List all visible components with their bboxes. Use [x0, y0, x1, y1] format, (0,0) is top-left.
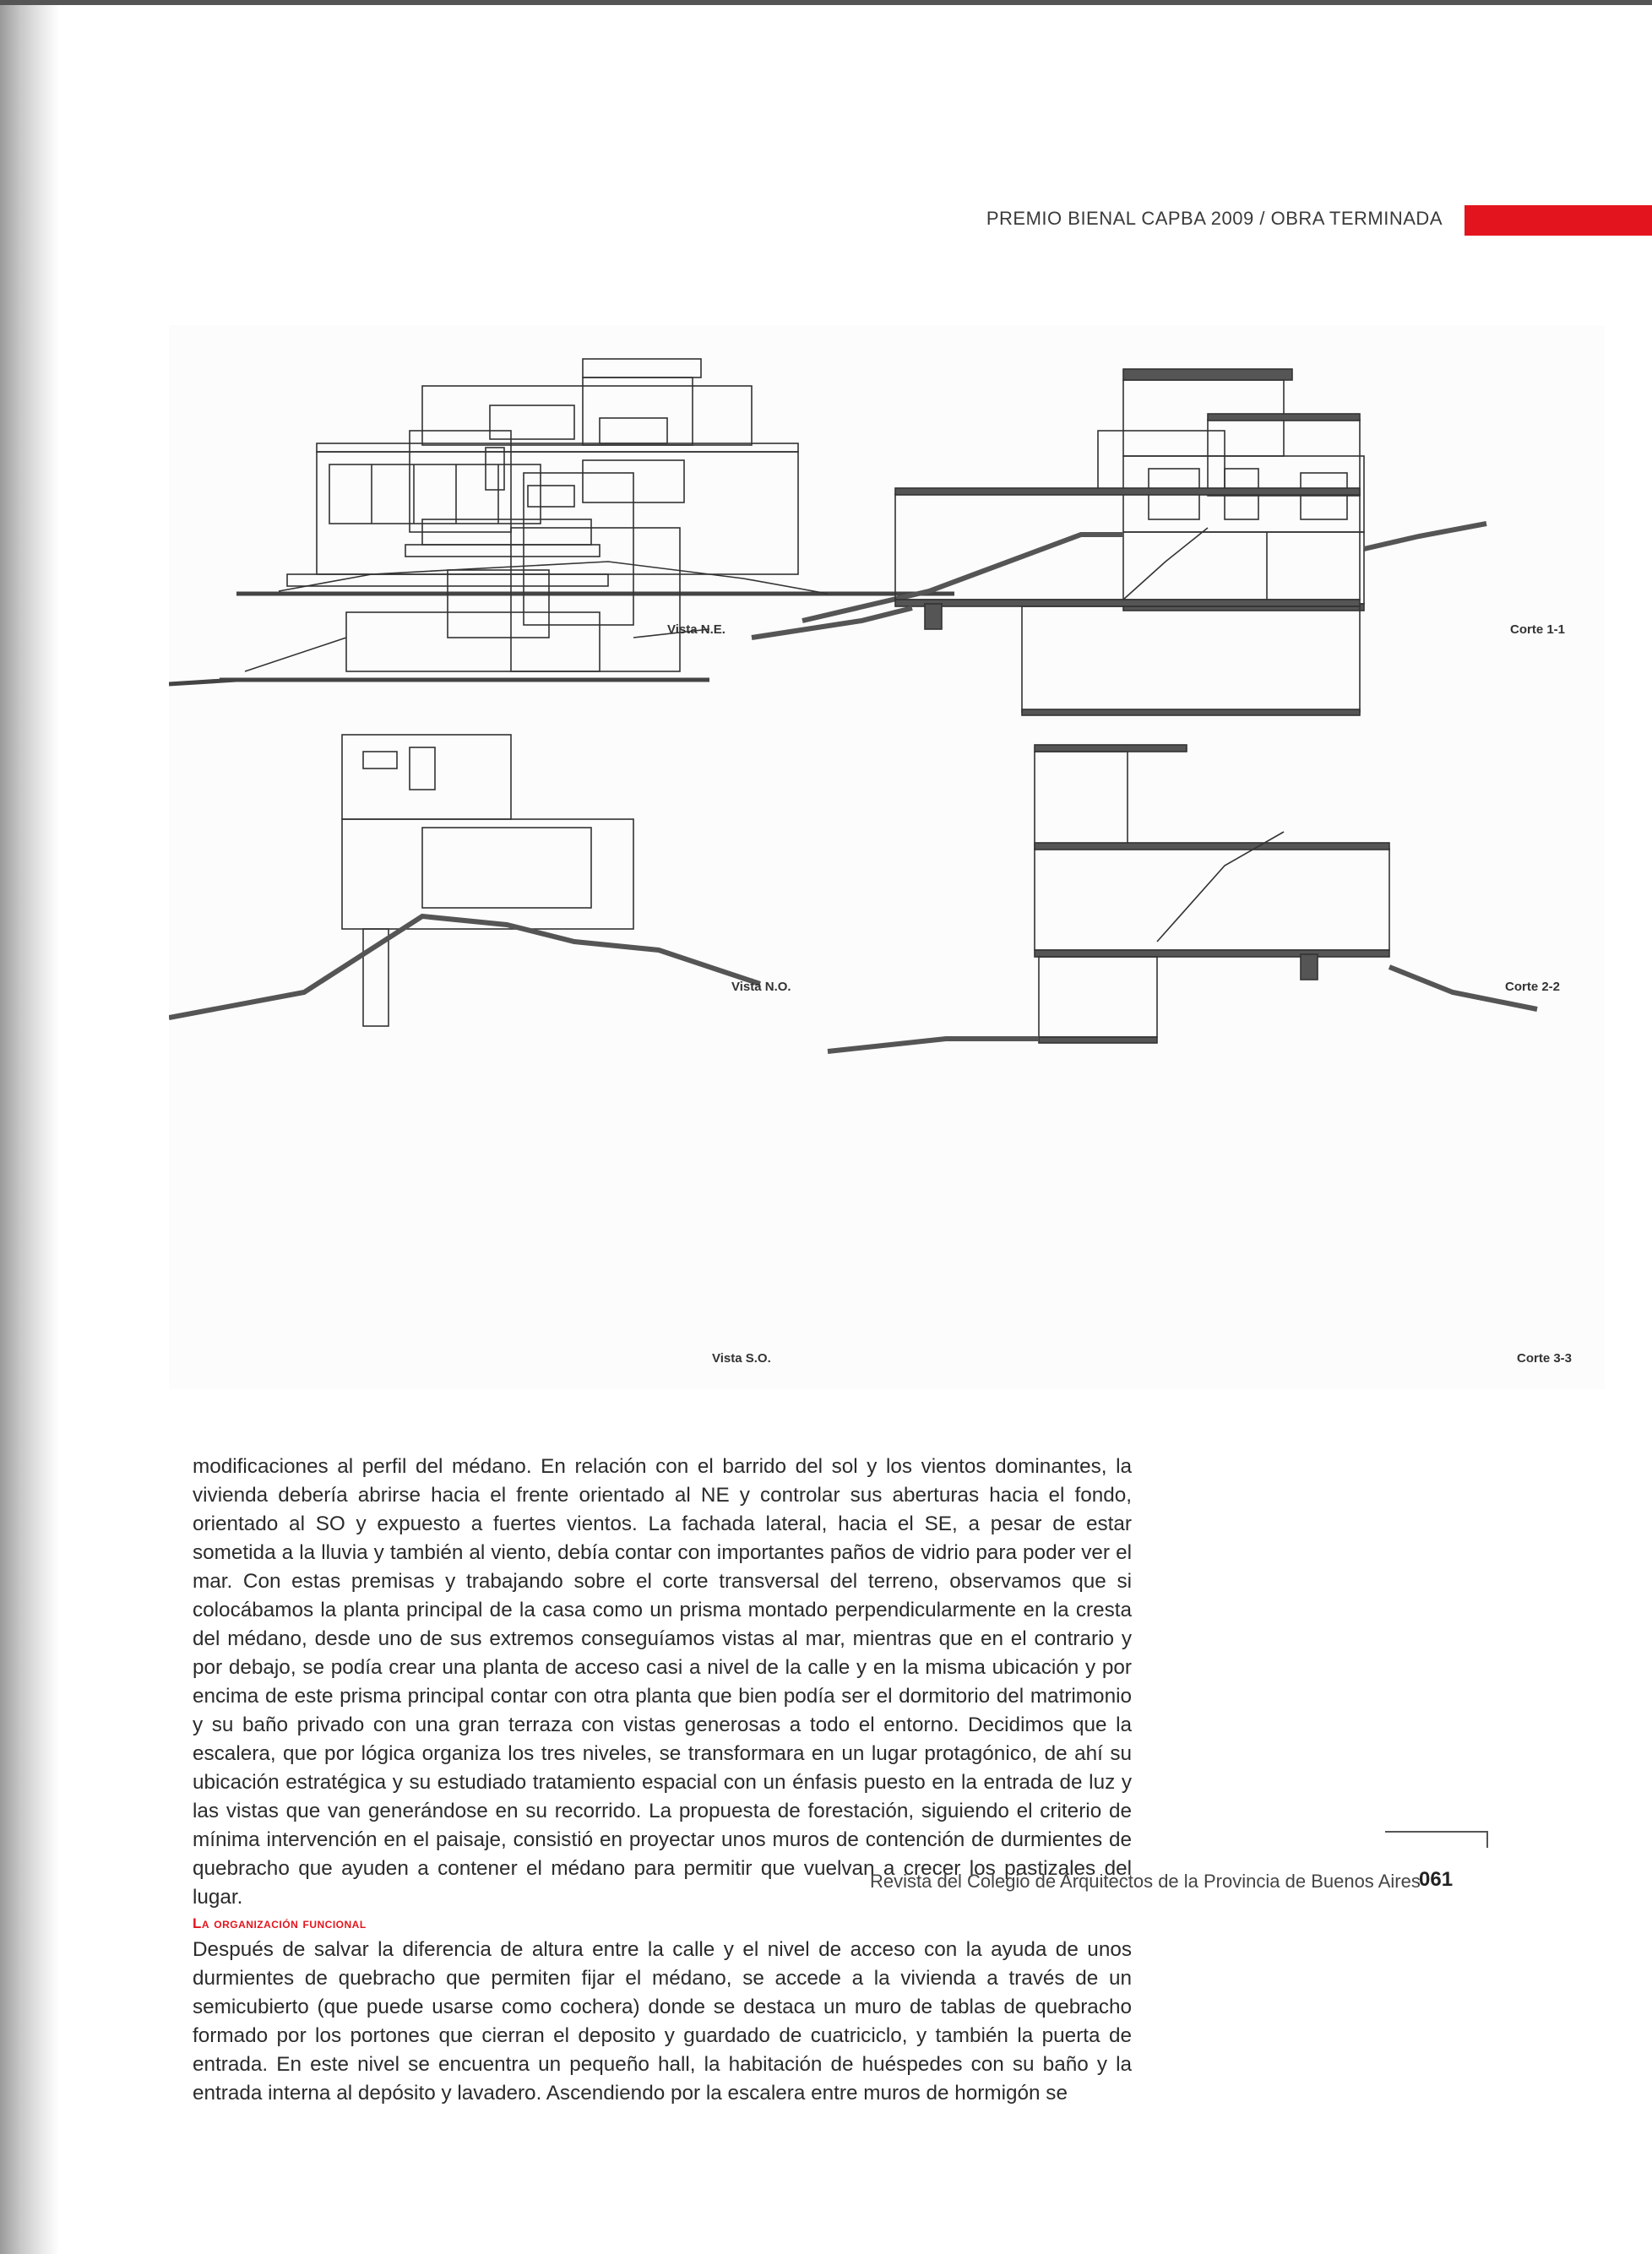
footer-journal: Revista del Colegio de Arquitectos de la Provincia de Buenos Aires — [870, 1871, 1421, 1892]
caption-vista-ne: Vista N.E. — [667, 622, 725, 637]
caption-corte-1-1: Corte 1-1 — [1510, 622, 1566, 637]
architectural-drawings — [169, 325, 1605, 1389]
section-subheading: La organización funcional — [193, 1915, 367, 1931]
vista-ne-drawing — [236, 359, 954, 594]
vista-so-drawing — [169, 735, 760, 1026]
corte-2-2-drawing — [752, 414, 1360, 715]
footer-rule — [1385, 1831, 1488, 1833]
running-header: PREMIO BIENAL CAPBA 2009 / OBRA TERMINADA — [986, 208, 1443, 229]
article-body — [193, 1453, 1132, 2108]
vista-no-drawing — [169, 431, 709, 684]
drawings-panel — [169, 325, 1605, 1389]
red-accent-tab — [1465, 205, 1652, 236]
caption-vista-so: Vista S.O. — [712, 1351, 771, 1366]
paragraph-2: Después de salvar la diferencia de altura entre la calle y el nivel de acceso con la ayuda de unos durmientes de quebracho que permiten fijar el médano, se accede a la vivienda a través de un semicubierto (que puede usarse como cochera) donde se destaca un muro de tablas de quebracho formado por los portones que cierran el deposito y guardado de cuatriciclo, y también la puerta de entrada. En este nivel se encuentra un pequeño hall, la habitación de huéspedes con su baño y la entrada interna al depósito y lavadero. Ascendiendo por la escalera entre muros de hormigón se — [193, 1938, 1132, 2105]
top-rule — [0, 0, 1652, 5]
page-number: 061 — [1419, 1868, 1454, 1891]
corte-3-3-drawing — [828, 745, 1537, 1051]
footer-tick — [1486, 1831, 1488, 1848]
page-gutter-shadow — [0, 0, 59, 2254]
paragraph-1: modificaciones al perfil del médano. En relación con el barrido del sol y los vientos dominantes, la vivienda debería abrirse hacia el frente orientado al NE y controlar sus aberturas hacia el fondo, orientado al SO y expuesto a fuertes vientos. La fachada lateral, hacia el SE, a pesar de estar sometida a la lluvia y también al viento, debía contar con importantes paños de vidrio para poder ver el mar. Con estas premisas y trabajando sobre el corte transversal del terreno, observamos que si colocábamos la planta principal de la casa como un prisma montado perpendicularmente en la cresta del médano, desde uno de sus extremos conseguíamos vistas al mar, mientras que en el contrario y por debajo, se podía crear una planta de acceso casi a nivel de la calle y en la misma ubicación y por encima de este prisma principal contar con otra planta que bien podía ser el dormitorio del matrimonio y su baño privado con una gran terraza con vistas generosas a todo el entorno. Decidimos que la escalera, que por lógica organiza los tres niveles, se transformara en un lugar protagónico, de ahí su ubicación estratégica y su estudiado tratamiento espacial con un énfasis puesto en la entrada de luz y las vistas que van generándose en su recorrido. La propuesta de forestación, siguiendo el criterio de mínima intervención en el paisaje, consistió en proyectar unos muros de contención de durmientes de quebracho que ayuden a contener el médano para permitir que vuelvan a crecer los pastizales del lugar. — [193, 1455, 1132, 1909]
caption-corte-3-3: Corte 3-3 — [1517, 1351, 1573, 1366]
caption-corte-2-2: Corte 2-2 — [1505, 980, 1561, 994]
caption-vista-no: Vista N.O. — [731, 980, 791, 994]
